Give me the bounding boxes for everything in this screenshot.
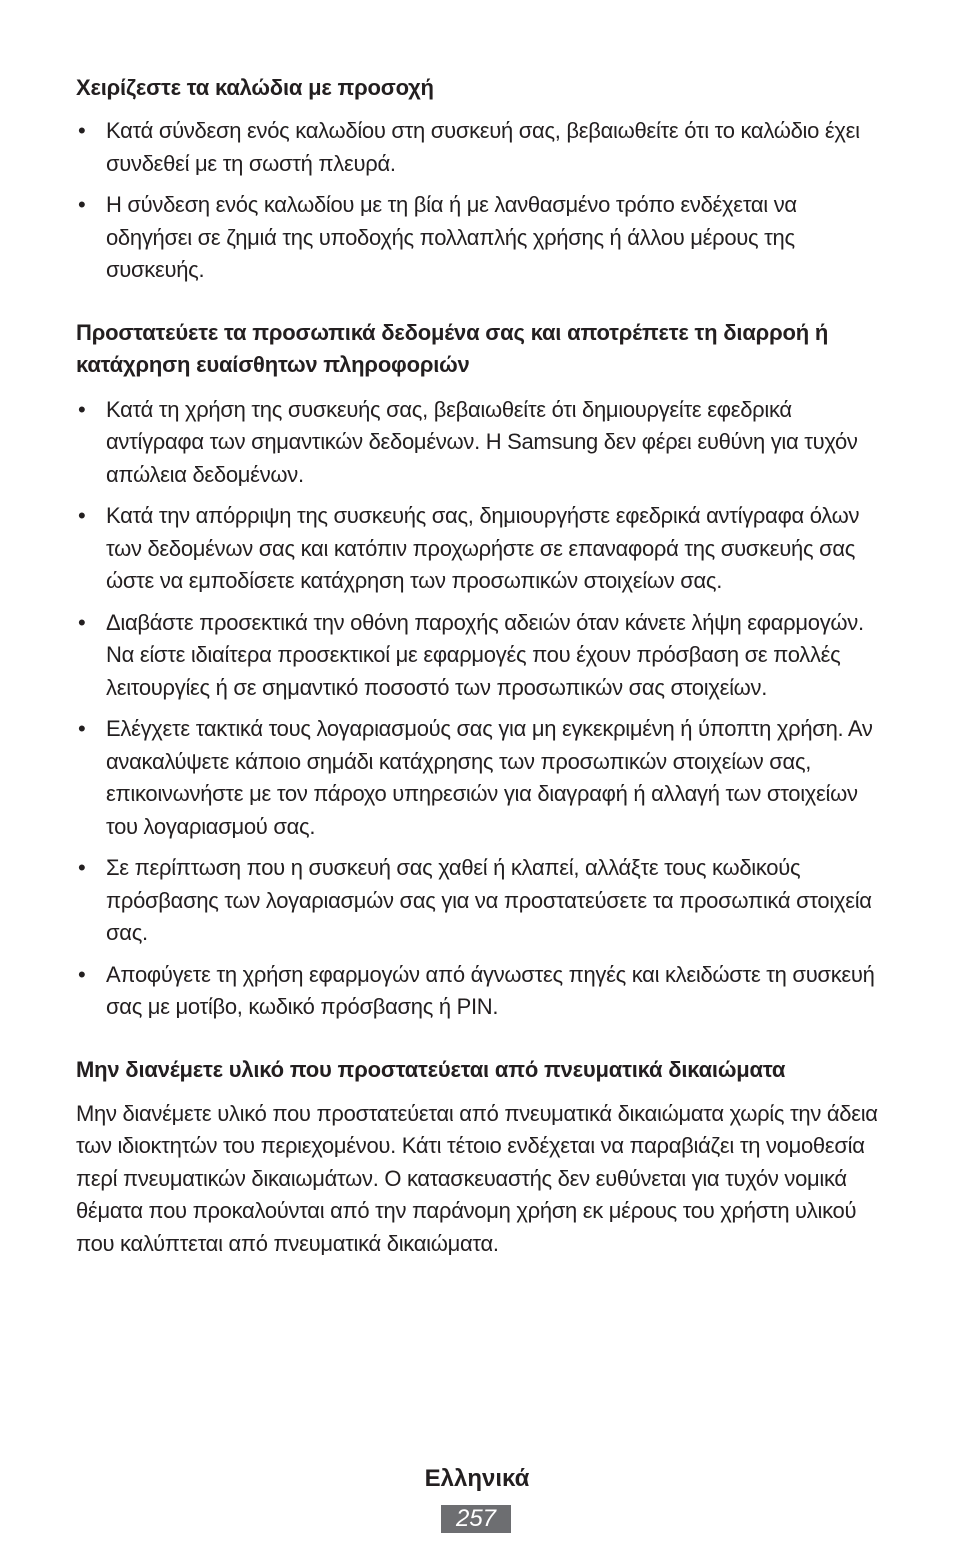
bullet-dot-icon: • [78, 961, 86, 987]
document-body [76, 72, 888, 1260]
list-item-text: Κατά σύνδεση ενός καλωδίου στη συσκευή σας, βεβαιωθείτε ότι το καλώδιο έχει συνδεθεί με τη σωστή πλευρά. [106, 118, 860, 176]
section-heading-cables: Χειρίζεστε τα καλώδια με προσοχή [76, 75, 434, 100]
list-item [76, 189, 888, 287]
list-item [76, 959, 888, 1024]
bullet-dot-icon: • [78, 396, 86, 422]
list-item-text: Διαβάστε προσεκτικά την οθόνη παροχής αδειών όταν κάνετε λήψη εφαρμογών. Να είστε ιδιαίτερα προσεκτικοί με εφαρμογές που έχουν πρόσβαση σε πολλές λειτουργίες ή σε σημαντικό ποσοστό των προσωπικών σας στοιχείων. [106, 609, 864, 700]
list-item [76, 713, 888, 843]
list-item-text: Ελέγχετε τακτικά τους λογαριασμούς σας για μη εγκεκριμένη ή ύποπτη χρήση. Αν ανακαλύψετε κάποιο σημάδι κατάχρησης των προσωπικών στοιχείων σας, επικοινωνήστε με τον πάροχο υπηρεσιών για διαγραφή ή αλλαγή των στοιχείων του λογαριασμού σας. [106, 716, 873, 839]
list-item [76, 607, 888, 705]
bullet-dot-icon: • [78, 503, 86, 528]
bullet-list-personal-data [76, 394, 888, 1024]
list-item [76, 500, 888, 598]
list-item [76, 394, 888, 492]
list-item [76, 115, 888, 180]
bullet-dot-icon: • [78, 192, 86, 217]
footer-language: Ελληνικά [424, 1465, 530, 1492]
list-item-text: Αποφύγετε τη χρήση εφαρμογών από άγνωστες πηγές και κλειδώστε τη συσκευή σας με μοτίβο, κωδικό πρόσβασης ή PIN. [106, 961, 875, 1019]
list-item-text: Κατά τη χρήση της συσκευής σας, βεβαιωθείτε ότι δημιουργείτε εφεδρικά αντίγραφα των σημαντικών δεδομένων. Η Samsung δεν φέρει ευθύνη για τυχόν απώλεια δεδομένων. [106, 396, 858, 487]
bullet-list-cables [76, 115, 888, 287]
list-item [76, 852, 888, 950]
section-heading-copyright: Μην διανέμετε υλικό που προστατεύεται από πνευματικά δικαιώματα [76, 1056, 786, 1082]
list-item-text: Σε περίπτωση που η συσκευή σας χαθεί ή κλαπεί, αλλάξτε τους κωδικούς πρόσβασης των λογαριασμών σας για να προστατεύσετε τα προσωπικά στοιχεία σας. [106, 855, 872, 945]
bullet-dot-icon: • [78, 855, 86, 880]
copyright-paragraph: Μην διανέμετε υλικό που προστατεύεται από πνευματικά δικαιώματα χωρίς την άδεια των ιδιοκτητών του περιεχομένου. Κάτι τέτοιο ενδέχεται να παραβιάζει τη νομοθεσία περί πνευματικών δικαιωμάτων. Ο κατασκευαστής δεν ευθύνεται για τυχόν νομικά θέματα που προκαλούνται από την παράνομη χρήση εκ μέρους του χρήστη υλικού που καλύπτεται από πνευματικά δικαιώματα. [76, 1100, 878, 1256]
bullet-dot-icon: • [78, 609, 86, 635]
section-heading-personal-data: Προστατεύετε τα προσωπικά δεδομένα σας και αποτρέπετε τη διαρροή ή κατάχρηση ευαίσθητων πληροφοριών [76, 319, 829, 377]
list-item-text: Η σύνδεση ενός καλωδίου με τη βία ή με λανθασμένο τρόπο ενδέχεται να οδηγήσει σε ζημιά της υποδοχής πολλαπλής χρήσης ή άλλου μέρους της συσκευής. [106, 192, 797, 282]
list-item-text: Κατά την απόρριψη της συσκευής σας, δημιουργήστε εφεδρικά αντίγραφα όλων των δεδομένων σας και κατόπιν προχωρήστε σε επαναφορά της συσκευής σας ώστε να εμποδίσετε κατάχρηση των προσωπικών στοιχείων σας. [106, 503, 860, 593]
bullet-dot-icon: • [78, 118, 86, 143]
bullet-dot-icon: • [78, 716, 86, 741]
page-number: 257 [441, 1505, 511, 1533]
